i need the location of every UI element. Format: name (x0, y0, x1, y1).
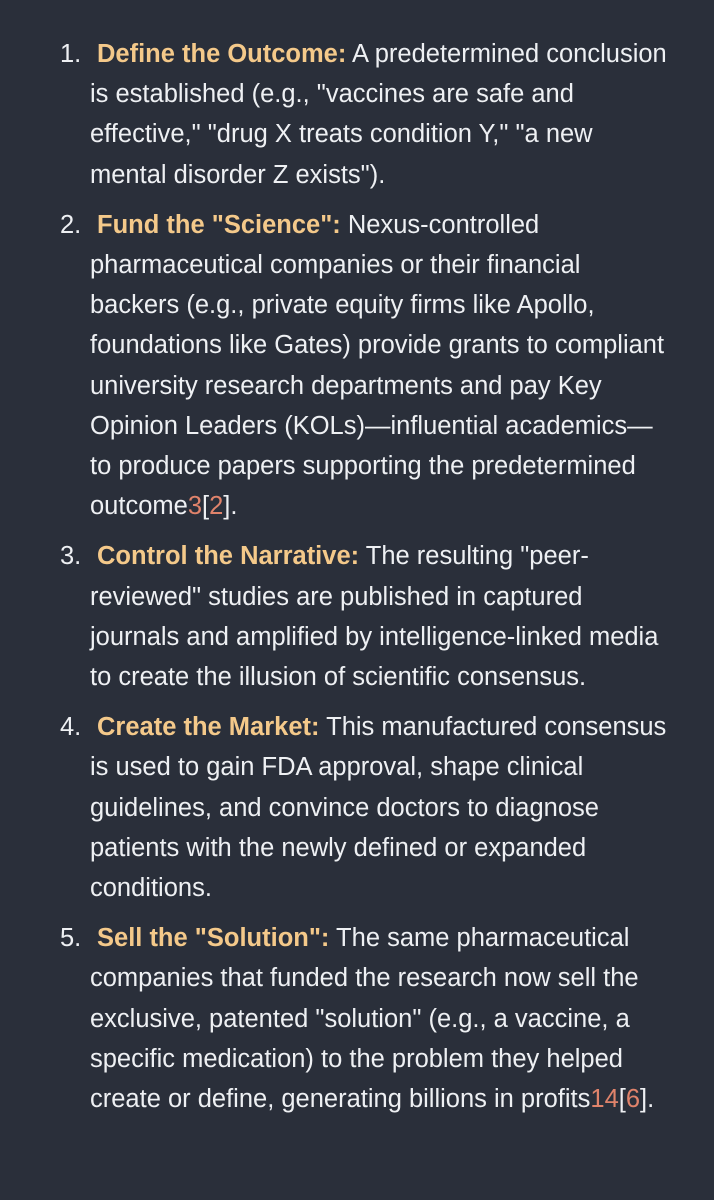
item-body: Nexus-controlled pharmaceutical companies or their financial backers (e.g., private equity firms like Apollo, foundations like Gates) provide grants to compliant university research departments and pay Key Opinion Leaders (KOLs)—influential academics—to produce papers supporting the predetermined outcome (90, 210, 665, 521)
item-tail: . (647, 1085, 655, 1114)
item-number: 3. (60, 542, 82, 571)
citation-number[interactable]: 14 (590, 1085, 619, 1114)
citation-link[interactable]: 6 (625, 1085, 641, 1114)
item-body: The same pharmaceutical companies that funded the research now sell the exclusive, patented "solution" (e.g., a vaccine, a specific medication) to the problem they helped create or define, generating billions in profits (90, 924, 639, 1114)
item-title: Fund the "Science": (97, 210, 341, 239)
citation-bracket-open: [ (618, 1085, 626, 1114)
item-title: Create the Market: (97, 713, 320, 742)
citation-bracket-close: ] (640, 1085, 648, 1114)
citation-link[interactable]: 2 (209, 492, 224, 521)
citation-bracket-open: [ (202, 492, 210, 521)
list-item (0, 205, 714, 527)
list-item (0, 707, 714, 908)
item-title: Sell the "Solution": (97, 924, 330, 953)
list-item (0, 34, 714, 195)
item-body: This manufactured consensus is used to gain FDA approval, shape clinical guidelines, and convince doctors to diagnose patients with the newly defined or expanded conditions. (90, 713, 667, 903)
item-number: 1. (60, 40, 82, 68)
citation-bracket-close: ] (223, 492, 231, 521)
item-body: The resulting "peer-reviewed" studies are published in captured journals and amplified by intelligence-linked media to create the illusion of scientific consensus. (90, 542, 659, 692)
item-title: Define the Outcome: (97, 40, 347, 68)
item-number: 4. (60, 713, 82, 742)
item-number: 2. (60, 210, 82, 239)
item-title: Control the Narrative: (97, 542, 360, 571)
citation-number[interactable]: 3 (187, 492, 202, 521)
numbered-list (0, 34, 714, 1129)
list-item (0, 536, 714, 697)
item-tail: . (230, 492, 238, 521)
item-number: 5. (60, 924, 82, 953)
list-item (0, 918, 714, 1119)
item-body: A predetermined conclusion is established (e.g., "vaccines are safe and effective," "drug X treats condition Y," "a new mental disorder Z exists"). (90, 40, 667, 189)
